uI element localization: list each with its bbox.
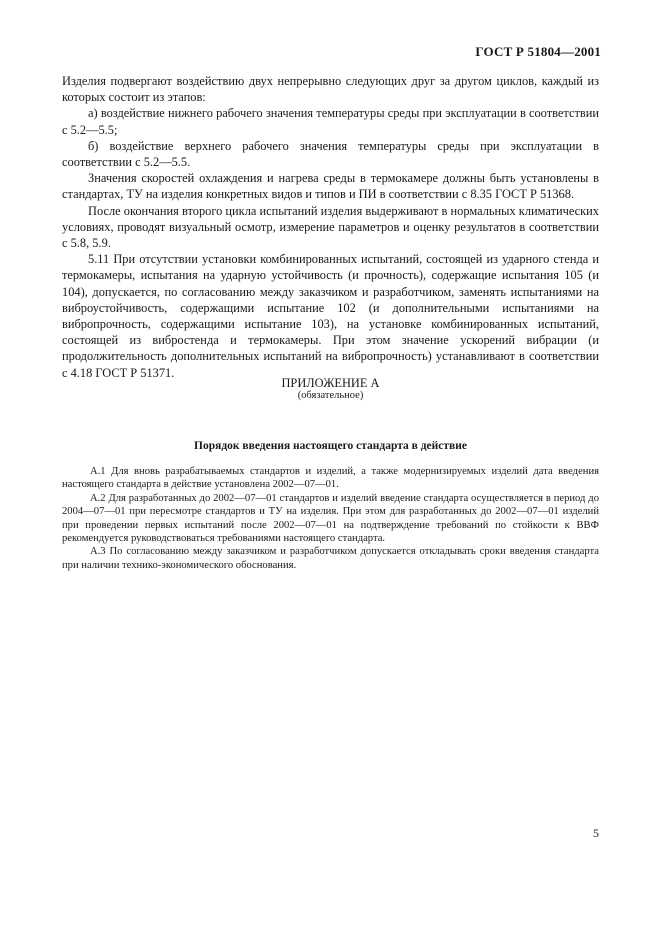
appendix-subtitle: (обязательное) xyxy=(297,390,364,401)
document-code-header: ГОСТ Р 51804—2001 xyxy=(475,44,601,59)
main-body-text xyxy=(62,73,599,381)
page-number: 5 xyxy=(593,826,599,840)
appendix-title: ПРИЛОЖЕНИЕ А xyxy=(281,376,380,390)
appendix-item-a3: А.3 По согласованию между заказчиком и разработчиком допускается откладывать сроки введения стандарта при наличии технико-экономического обоснования. xyxy=(62,546,599,571)
paragraph-cycles-intro: Изделия подвергают воздействию двух непрерывно следующих друг за другом циклов, каждый из которых состоит из этапов: xyxy=(62,74,599,105)
paragraph-stage-b: б) воздействие верхнего рабочего значения температуры среды при эксплуатации в соответствии с 5.2—5.5. xyxy=(62,138,599,170)
paragraph-stage-a: а) воздействие нижнего рабочего значения температуры среды при эксплуатации в соответствии с 5.2—5.5; xyxy=(62,106,599,137)
paragraph-clause-5-11: 5.11 При отсутствии установки комбинированных испытаний, состоящей из ударного стенда и термокамеры, испытания на ударную устойчивость (и прочность), содержащие испытания 105 (и 104), допускается, по согласованию между заказчиком и разработчиком, заменять испытаниями на виброустойчивость, содержащими испытание 102 (и дополнительными испытаниями на вибропрочность, содержащими испытание 103), на установке комбинированных испытаний, состоящей из вибростенда и термокамеры. При этом значение ускорений вибрации (и продолжительность дополнительных испытаний на вибропрочность) устанавливают в соответствии с 4.18 ГОСТ Р 51371. xyxy=(62,252,599,380)
appendix-item-a1: А.1 Для вновь разрабатываемых стандартов и изделий, а также модернизируемых изделий дата введения настоящего стандарта в действие установлена 2002—07—01. xyxy=(62,466,599,491)
appendix-item-a2: А.2 Для разработанных до 2002—07—01 стандартов и изделий введение стандарта осуществляется в период до 2004—07—01 при пересмотре стандартов и ТУ на изделия. При этом для разработанных до 2002—07—01 изделий при проведении первых испытаний после 2002—07—01 на подтверждение требований по стойкости к ВВФ рекомендуется руководствоваться требованиями настоящего стандарта. xyxy=(62,492,599,545)
appendix-heading: Порядок введения настоящего стандарта в действие xyxy=(194,440,467,452)
appendix-body xyxy=(62,465,599,572)
paragraph-cooling-rates: Значения скоростей охлаждения и нагрева среды в термокамере должны быть установлены в стандартах, ТУ на изделия конкретных видов и типов и ПИ в соответствии с 8.35 ГОСТ Р 51368. xyxy=(62,171,599,202)
paragraph-after-cycle: После окончания второго цикла испытаний изделия выдерживают в нормальных климатических условиях, проводят визуальный осмотр, измерение параметров и оценку результатов в соответствии с 5.8, 5.9. xyxy=(62,203,599,251)
